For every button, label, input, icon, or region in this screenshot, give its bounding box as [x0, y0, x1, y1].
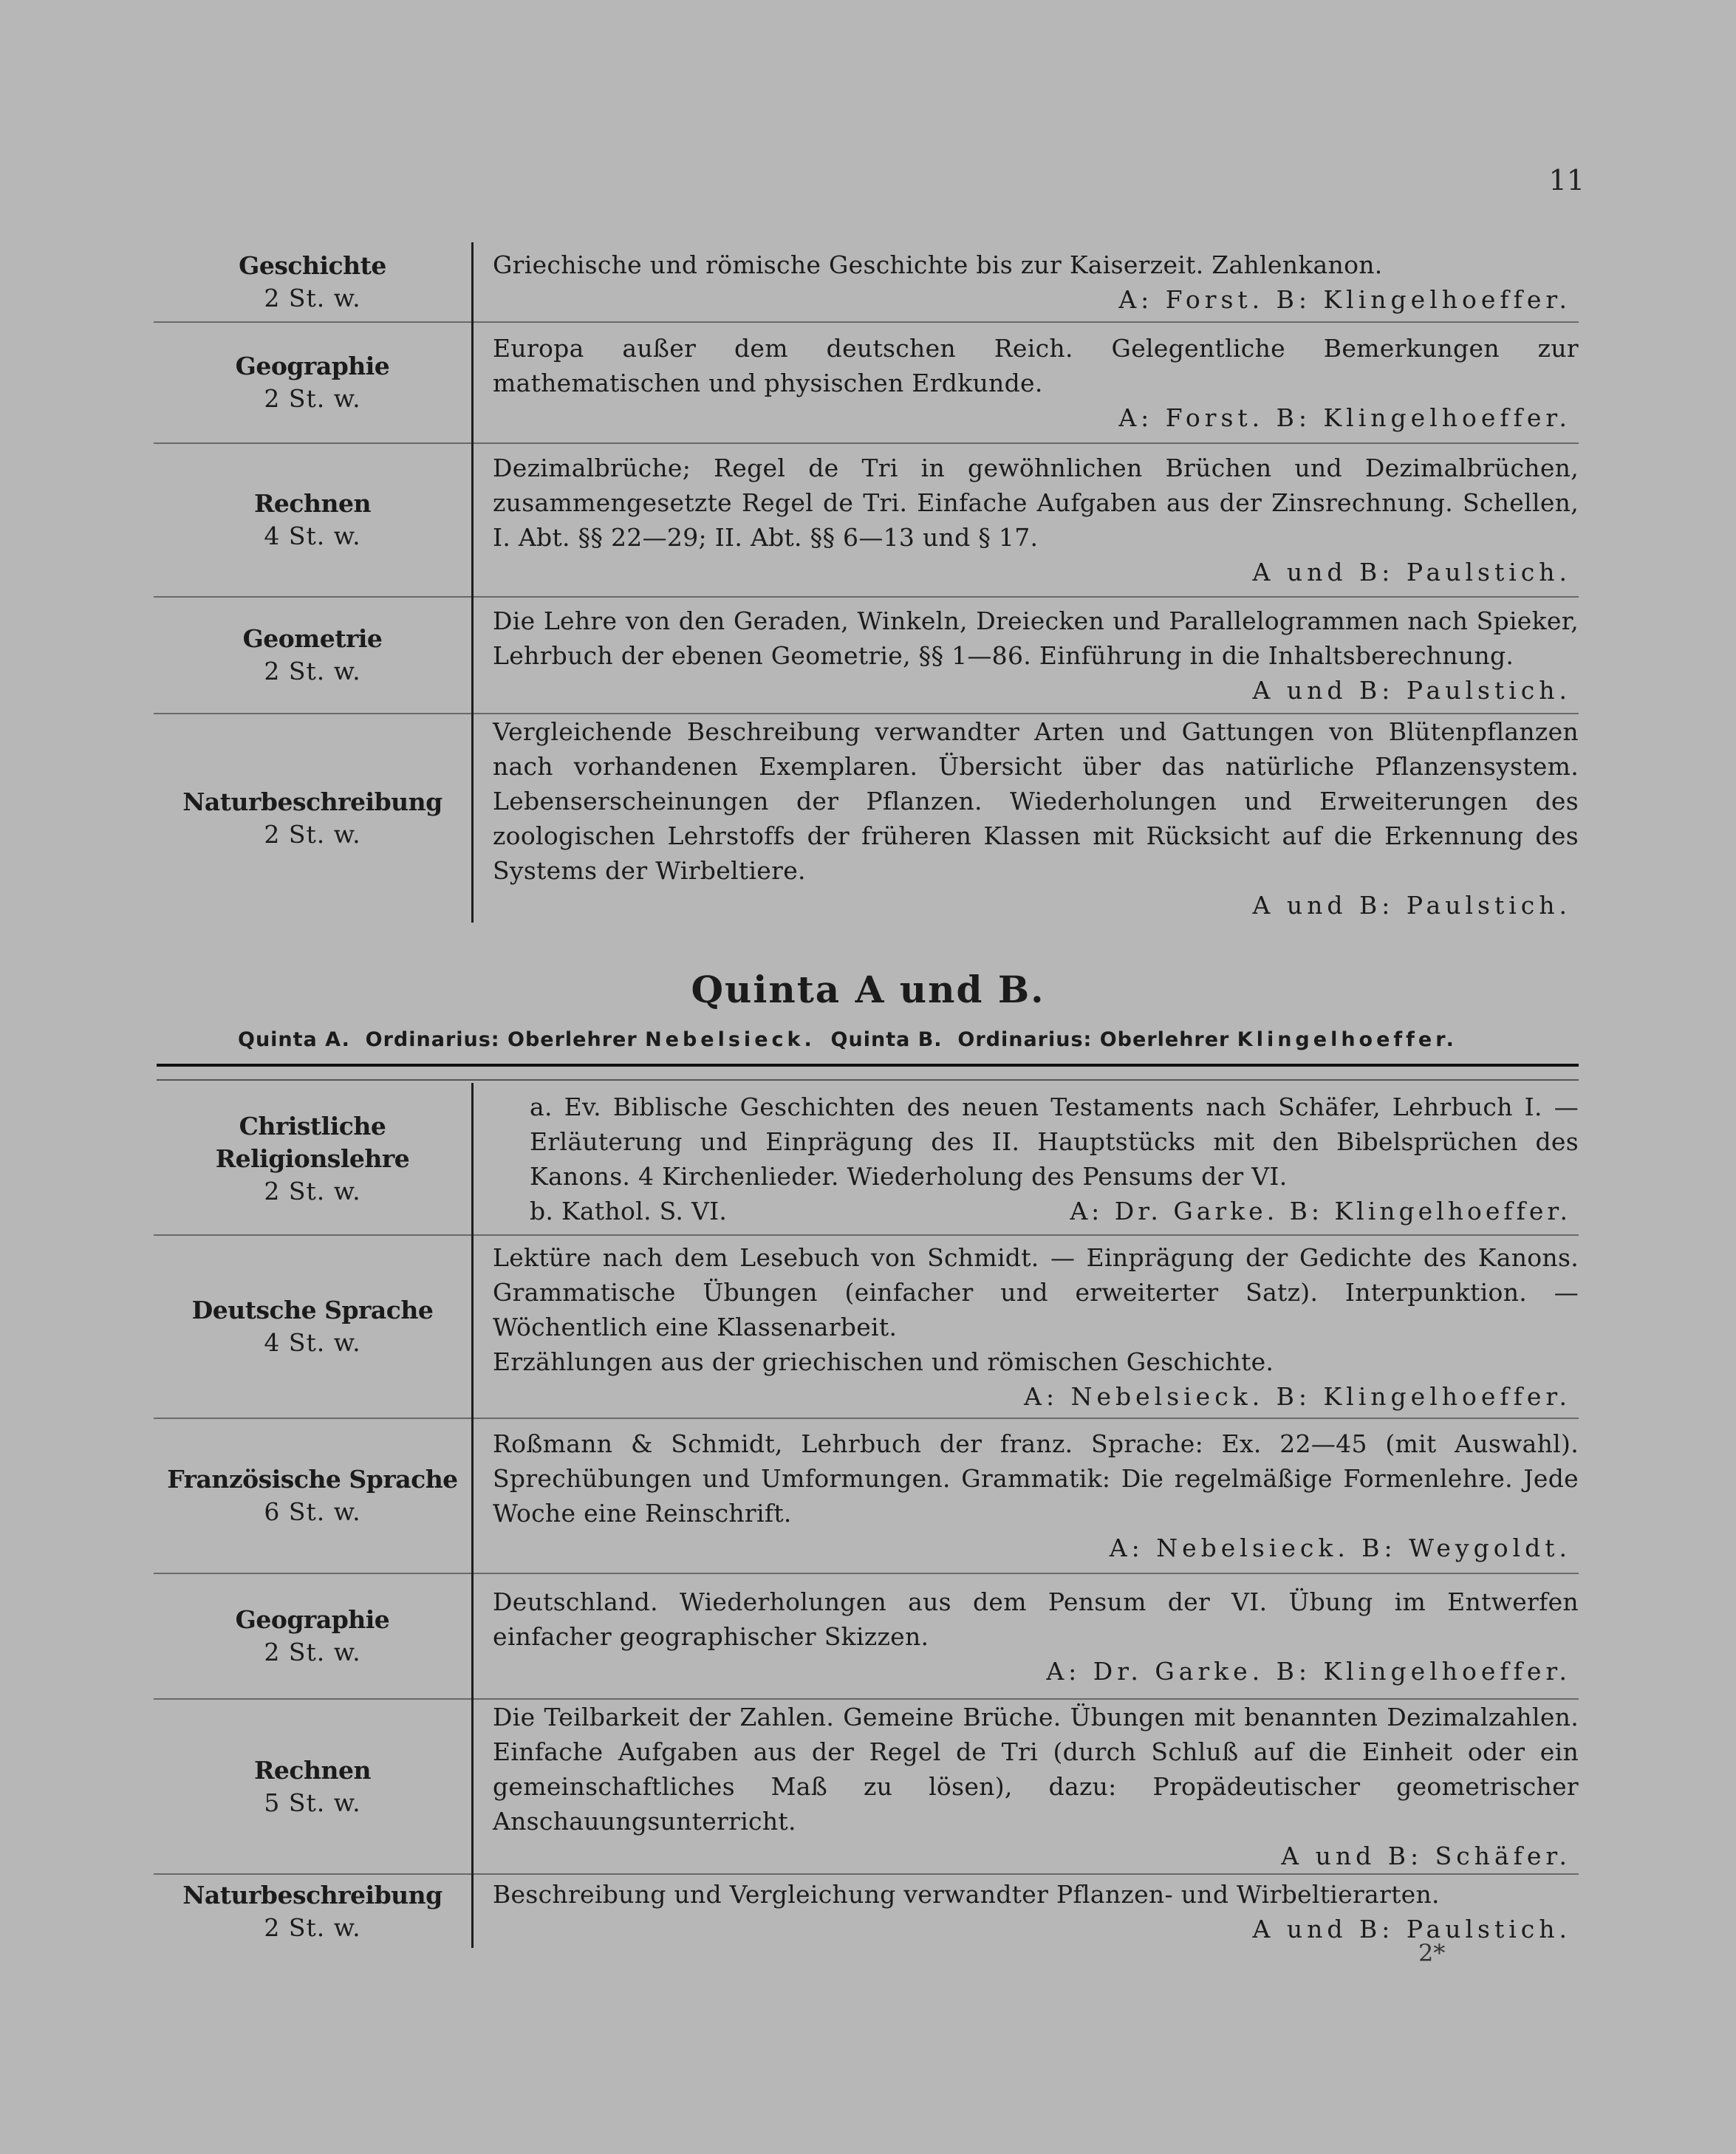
religion-ev-text: a. Ev. Biblische Geschichten des neuen Testaments nach Schäfer, Lehrbuch I. — Erläuterung und Einprägung des II. Hauptstücks mit den Bibelsprüchen des Kanons. 4 Kirchenlieder. Wiederholung des Pensums der VI. — [530, 1092, 1579, 1191]
teachers: A: Nebelsieck. B: Klingelhoeffer. — [1024, 1381, 1571, 1411]
description-cell — [473, 714, 1579, 923]
description-cell — [473, 1573, 1579, 1699]
ordinarius-line — [238, 1028, 1508, 1051]
sexta-curriculum-table — [154, 242, 1579, 923]
class-a-teacher: Nebelsieck. — [645, 1028, 816, 1051]
description-text: Griechische und römische Geschichte bis zur Kaiserzeit. Zahlenkanon. — [493, 250, 1383, 279]
description-text: Die Teilbarkeit der Zahlen. Gemeine Brüche. Übungen mit benannten Dezimalzahlen. Einfache Aufgaben aus der Regel de Tri (durch Schluß auf die Einheit oder ein gemeinschaftliches Maß zu lösen), dazu: Propädeutischer geometrischer Anschauungsunterricht. — [493, 1703, 1579, 1836]
subject-hours: 6 St. w. — [264, 1497, 361, 1526]
teachers: A und B: Paulstich. — [1252, 558, 1571, 587]
header-rule-thin — [157, 1079, 1579, 1081]
table-row — [154, 443, 1579, 597]
description-text: Die Lehre von den Geraden, Winkeln, Dreiecken und Parallelogrammen nach Spieker, Lehrbuch der ebenen Geometrie, §§ 1—86. Einführung in die Inhaltsberechnung. — [493, 606, 1579, 670]
subject-name: Naturbeschreibung — [182, 787, 442, 816]
subject-name: Französische Sprache — [167, 1465, 458, 1494]
subject-name: Geographie — [235, 1605, 390, 1634]
class-b-label: Quinta B. — [830, 1028, 943, 1051]
description-cell — [473, 597, 1579, 714]
description-text: Roßmann & Schmidt, Lehrbuch der franz. Sprache: Ex. 22—45 (mit Auswahl). Sprechübungen und Umformungen. Grammatik: Die regelmäßige Formenlehre. Jede Woche eine Reinschrift. — [493, 1429, 1579, 1528]
description-text: Dezimalbrüche; Regel de Tri in gewöhnlichen Brüchen und Dezimalbrüchen, zusammengesetzte Regel de Tri. Einfache Aufgaben aus der Zinsrechnung. Schellen, I. Abt. §§ 22—29; II. Abt. §§ 6—13 und § 17. — [493, 454, 1579, 552]
section-title: Quinta A und B. — [691, 968, 1045, 1011]
teachers: A und B: Paulstich. — [1252, 675, 1571, 705]
table-row — [154, 1083, 1579, 1235]
subject-cell — [154, 322, 473, 443]
page-number: 11 — [1548, 164, 1585, 196]
subject-hours: 2 St. w. — [264, 1176, 361, 1206]
description-text: Lektüre nach dem Lesebuch von Schmidt. — Einprägung der Gedichte des Kanons. Grammatische Übungen (einfacher und erweiterter Satz). Interpunktion. — Wöchentlich eine Klassenarbeit. — [493, 1242, 1579, 1341]
subject-name: Rechnen — [254, 489, 371, 518]
religion-kath-text: b. Kathol. S. VI. — [530, 1196, 728, 1225]
description-text: Vergleichende Beschreibung verwandter Arten und Gattungen von Blütenpflanzen nach vorhandenen Exemplaren. Übersicht über das natürliche Pflanzensystem. Lebenserscheinungen der Pflanzen. Wiederholungen und Erweiterungen des zoologischen Lehrstoffs der früheren Klassen mit Rücksicht auf die Erkennung des Systems der Wirbeltiere. — [493, 717, 1579, 885]
header-rule-thick — [157, 1064, 1579, 1067]
description-cell — [473, 242, 1579, 322]
subject-hours: 2 St. w. — [264, 657, 361, 685]
subject-hours: 2 St. w. — [264, 283, 361, 312]
religion-kath-line — [493, 1194, 1579, 1228]
subject-cell — [154, 1083, 473, 1235]
table-row — [154, 1573, 1579, 1699]
table-row — [154, 1418, 1579, 1573]
description-cell — [473, 1874, 1579, 1948]
class-a-role: Ordinarius: Oberlehrer — [365, 1028, 638, 1051]
table-row — [154, 242, 1579, 322]
subject-name: Geometrie — [242, 624, 383, 653]
subject-cell — [154, 1235, 473, 1418]
subject-hours: 4 St. w. — [264, 522, 361, 550]
subject-cell — [154, 1418, 473, 1573]
description-text: Beschreibung und Vergleichung verwandter Pflanzen- und Wirbeltierarten. — [493, 1879, 1440, 1909]
subject-hours: 5 St. w. — [264, 1788, 361, 1817]
subject-cell — [154, 242, 473, 322]
class-b-teacher: Klingelhoeffer. — [1237, 1028, 1458, 1051]
subject-cell — [154, 443, 473, 597]
table-row — [154, 714, 1579, 923]
teachers: A: Forst. B: Klingelhoeffer. — [1118, 284, 1571, 314]
description-cell — [473, 1418, 1579, 1573]
subject-cell — [154, 1699, 473, 1874]
class-a-label: Quinta A. — [238, 1028, 350, 1051]
description-cell — [473, 1235, 1579, 1418]
subject-name: Rechnen — [254, 1755, 371, 1785]
subject-name: Naturbeschreibung — [182, 1880, 442, 1909]
description-cell — [473, 322, 1579, 443]
table-row — [154, 1874, 1579, 1948]
table-row — [154, 1235, 1579, 1418]
teachers: A und B: Paulstich. — [1252, 891, 1571, 920]
teachers: A und B: Schäfer. — [1281, 1842, 1571, 1870]
subject-hours: 2 St. w. — [264, 384, 361, 413]
subject-name: Geschichte — [239, 250, 386, 280]
subject-cell — [154, 597, 473, 714]
table-row — [154, 597, 1579, 714]
table-row — [154, 1699, 1579, 1874]
description-text: Europa außer dem deutschen Reich. Gelegentliche Bemerkungen zur mathematischen und physischen Erdkunde. — [493, 333, 1579, 397]
subject-hours: 2 St. w. — [264, 820, 361, 849]
subject-cell — [154, 1874, 473, 1948]
description-cell — [473, 443, 1579, 597]
subject-cell — [154, 1573, 473, 1699]
description-cell — [473, 1699, 1579, 1874]
description-cell — [473, 1083, 1579, 1235]
teachers: A: Forst. B: Klingelhoeffer. — [1118, 403, 1571, 432]
class-b-role: Ordinarius: Oberlehrer — [957, 1028, 1230, 1051]
teachers: A: Dr. Garke. B: Klingelhoeffer. — [1070, 1196, 1571, 1225]
description-text-extra: Erzählungen aus der griechischen und römischen Geschichte. — [493, 1347, 1274, 1376]
subject-name: Deutsche Sprache — [191, 1296, 434, 1324]
teachers: A und B: Paulstich. — [1252, 1914, 1571, 1943]
signature-mark: 2* — [1418, 1939, 1446, 1967]
table-row — [154, 322, 1579, 443]
subject-name: Christliche Religionslehre — [215, 1111, 410, 1173]
quinta-curriculum-table — [154, 1083, 1579, 1948]
subject-name: Geographie — [235, 352, 390, 380]
subject-hours: 2 St. w. — [264, 1912, 361, 1942]
description-text: Deutschland. Wiederholungen aus dem Pensum der VI. Übung im Entwerfen einfacher geographischer Skizzen. — [493, 1587, 1579, 1651]
subject-hours: 2 St. w. — [264, 1638, 361, 1666]
subject-hours: 4 St. w. — [264, 1328, 361, 1357]
teachers: A: Dr. Garke. B: Klingelhoeffer. — [1046, 1656, 1571, 1686]
teachers: A: Nebelsieck. B: Weygoldt. — [1109, 1534, 1571, 1562]
subject-cell — [154, 714, 473, 923]
